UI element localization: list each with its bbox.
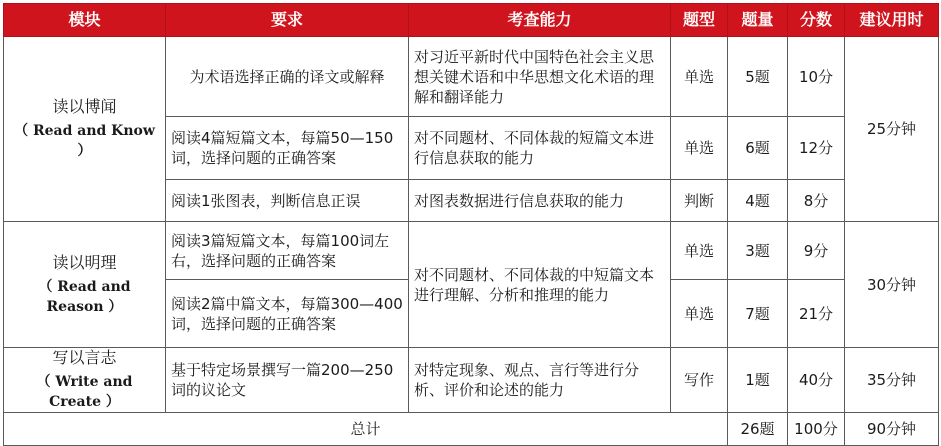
question-count-cell: 3题 — [728, 222, 788, 280]
module-name-en: （ Read and Know ） — [14, 123, 155, 159]
total-label: 总计 — [4, 413, 728, 446]
requirement-cell: 基于特定场景撰写一篇200—250词的议论文 — [166, 348, 409, 413]
question-type-cell: 判断 — [671, 180, 728, 222]
total-row — [4, 413, 939, 446]
table-row — [4, 348, 939, 413]
header-requirement: 要求 — [166, 4, 409, 37]
score-cell: 10分 — [788, 37, 845, 117]
table-row — [4, 222, 939, 280]
score-cell: 40分 — [788, 348, 845, 413]
ability-cell: 对不同题材、不同体裁的短篇文本进行信息获取的能力 — [409, 117, 671, 180]
requirement-cell: 阅读1张图表，判断信息正误 — [166, 180, 409, 222]
module-name-en: （ Read and Reason ） — [38, 278, 131, 315]
module-name-cn: 读以博闻 — [52, 97, 117, 116]
requirement-cell: 阅读4篇短篇文本，每篇50—150词，选择问题的正确答案 — [166, 117, 409, 180]
suggested-time-cell: 30分钟 — [845, 222, 939, 348]
header-score: 分数 — [788, 4, 845, 37]
table-row — [4, 37, 939, 117]
score-cell: 21分 — [788, 280, 845, 348]
exam-structure-table — [3, 3, 939, 446]
header-module: 模块 — [4, 4, 166, 37]
suggested-time-cell: 35分钟 — [845, 348, 939, 413]
question-type-cell: 单选 — [671, 222, 728, 280]
question-type-cell: 单选 — [671, 280, 728, 348]
question-type-cell: 写作 — [671, 348, 728, 413]
module-name-cn: 写以言志 — [52, 348, 117, 367]
question-count-cell: 7题 — [728, 280, 788, 348]
header-suggested-time: 建议用时 — [845, 4, 939, 37]
score-cell: 8分 — [788, 180, 845, 222]
ability-cell: 对特定现象、观点、言行等进行分析、评价和论述的能力 — [409, 348, 671, 413]
module-name-cn: 读以明理 — [52, 252, 117, 272]
question-count-cell: 6题 — [728, 117, 788, 180]
total-count: 26题 — [728, 413, 788, 446]
total-score: 100分 — [788, 413, 845, 446]
ability-cell: 对图表数据进行信息获取的能力 — [409, 180, 671, 222]
score-cell: 9分 — [788, 222, 845, 280]
header-question-type: 题型 — [671, 4, 728, 37]
header-row — [4, 4, 939, 37]
header-question-count: 题量 — [728, 4, 788, 37]
module-cell — [4, 348, 166, 413]
ability-cell: 对习近平新时代中国特色社会主义思想关键术语和中华思想文化术语的理解和翻译能力 — [409, 37, 671, 117]
module-cell — [4, 222, 166, 348]
total-time: 90分钟 — [845, 413, 939, 446]
question-count-cell: 1题 — [728, 348, 788, 413]
suggested-time-cell: 25分钟 — [845, 37, 939, 222]
question-count-cell: 5题 — [728, 37, 788, 117]
module-name-en: （ Write and Create ） — [36, 374, 133, 410]
requirement-cell: 阅读3篇短篇文本，每篇100词左右，选择问题的正确答案 — [166, 222, 409, 280]
question-count-cell: 4题 — [728, 180, 788, 222]
score-cell: 12分 — [788, 117, 845, 180]
header-ability: 考查能力 — [409, 4, 671, 37]
requirement-cell: 阅读2篇中篇文本，每篇300—400词，选择问题的正确答案 — [166, 280, 409, 348]
ability-cell: 对不同题材、不同体裁的中短篇文本进行理解、分析和推理的能力 — [409, 222, 671, 348]
question-type-cell: 单选 — [671, 37, 728, 117]
requirement-cell: 为术语选择正确的译文或解释 — [166, 37, 409, 117]
question-type-cell: 单选 — [671, 117, 728, 180]
module-cell — [4, 37, 166, 222]
